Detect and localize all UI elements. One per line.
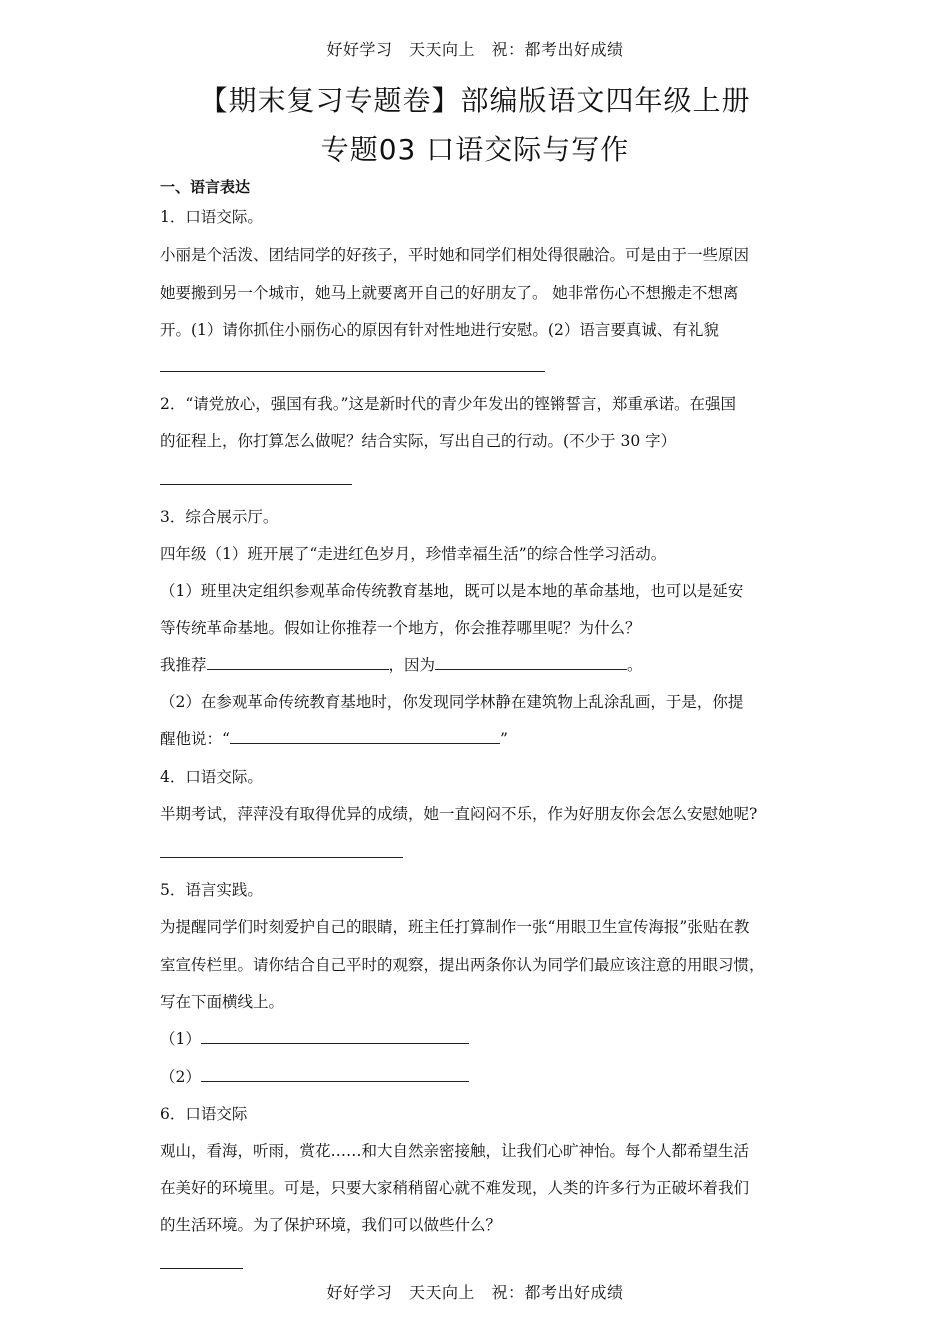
q4-answer-line[interactable]: [160, 857, 403, 858]
q2-text-line2: 的征程上，你打算怎么做呢？结合实际，写出自己的行动。(不少于 30 字）: [160, 432, 677, 450]
remind-suffix: ”: [499, 730, 508, 748]
q1-text-line2: 她要搬到另一个城市，她马上就要离开自己的好朋友了。 她非常伤心不想搬走不想离: [160, 284, 739, 302]
recommend-place-blank[interactable]: [207, 655, 389, 670]
q5-heading: 5．语言实践。: [160, 881, 263, 899]
q5-text-line3: 写在下面横线上。: [160, 993, 285, 1011]
q6-heading: 6．口语交际: [160, 1105, 248, 1123]
q4-text-line1: 半期考试，萍萍没有取得优异的成绩，她一直闷闷不乐，作为好朋友你会怎么安慰她呢?: [160, 805, 758, 823]
recommend-prefix: 我推荐: [160, 656, 207, 674]
q1-text-line3: 开。(1）请你抓住小丽伤心的原因有针对性地进行安慰。(2）语言要真诚、有礼貌: [160, 321, 719, 339]
q6-text-line1: 观山，看海，听雨，赏花……和大自然亲密接触，让我们心旷神怡。每个人都希望生活: [160, 1142, 750, 1160]
q5-item2-row: [160, 1065, 469, 1087]
q3-part1-line2: 等传统革命基地。假如让你推荐一个地方，你会推荐哪里呢？为什么？: [160, 619, 641, 637]
page-header: 好好学习 天天向上 祝：都考出好成绩: [326, 40, 624, 59]
q1-heading: 1．口语交际。: [160, 208, 263, 226]
q3-part2-line2: [160, 727, 508, 749]
q1-text-line1: 小丽是个活泼、团结同学的好孩子，平时她和同学们相处得很融洽。可是由于一些原因: [160, 246, 750, 264]
q5-item1-blank[interactable]: [201, 1029, 469, 1044]
q3-part1-line1: （1）班里决定组织参观革命传统教育基地，既可以是本地的革命基地，也可以是延安: [160, 582, 744, 600]
q6-answer-line[interactable]: [160, 1268, 243, 1269]
remind-blank[interactable]: [230, 729, 500, 744]
q3-intro: 四年级（1）班开展了“走进红色岁月，珍惜幸福生活”的综合性学习活动。: [160, 545, 667, 563]
q1-answer-line[interactable]: [160, 371, 545, 372]
q5-item1-row: [160, 1027, 469, 1049]
q6-text-line2: 在美好的环境里。可是，只要大家稍稍留心就不难发现，人类的许多行为正破坏着我们: [160, 1179, 750, 1197]
q2-answer-line[interactable]: [160, 484, 352, 485]
document-subtitle: 专题03 口语交际与写作: [320, 133, 630, 166]
remind-prefix: 醒他说：“: [160, 730, 230, 748]
q4-heading: 4．口语交际。: [160, 768, 263, 786]
q3-recommend-row: [160, 653, 643, 675]
q5-text-line2: 室宣传栏里。请你结合自己平时的观察，提出两条你认为同学们最应该注意的用眼习惯，: [160, 956, 765, 974]
because-label: ，因为: [388, 656, 436, 674]
q5-item2-blank[interactable]: [201, 1067, 469, 1082]
page-footer: 好好学习 天天向上 祝：都考出好成绩: [326, 1283, 624, 1302]
q6-text-line3: 的生活环境。为了保护环境，我们可以做些什么？: [160, 1216, 502, 1234]
q5-text-line1: 为提醒同学们时刻爱护自己的眼睛，班主任打算制作一张“用眼卫生宣传海报”张贴在教: [160, 918, 750, 936]
end-period: 。: [627, 656, 643, 674]
q2-text-line1: 2．“请党放心，强国有我。”这是新时代的青少年发出的铿锵誓言，郑重承诺。在强国: [160, 395, 736, 413]
q3-part2-line1: （2）在参观革命传统教育基地时，你发现同学林静在建筑物上乱涂乱画，于是，你提: [160, 693, 744, 711]
section-heading: 一、语言表达: [160, 178, 251, 196]
q5-item2-label: （2）: [160, 1068, 201, 1086]
q3-heading: 3．综合展示厅。: [160, 508, 279, 526]
document-title: 【期末复习专题卷】部编版语文四年级上册: [199, 84, 751, 117]
q5-item1-label: （1）: [160, 1030, 201, 1048]
reason-blank[interactable]: [435, 655, 627, 670]
